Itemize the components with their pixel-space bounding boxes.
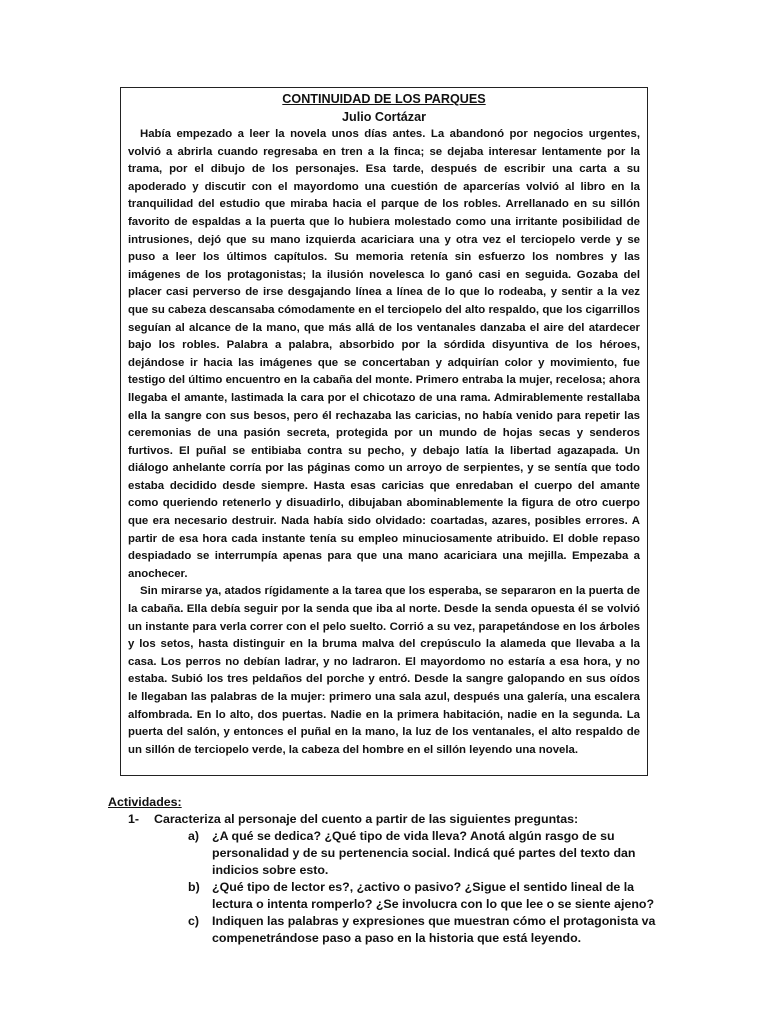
question-text: Indiquen las palabras y expresiones que muestran cómo el protagonista va compenetrándose paso a paso en la historia que está leyendo. [212,914,656,945]
question-letter: b) [188,880,200,894]
story-frame [120,87,648,776]
activities-heading: Actividades: [108,795,182,809]
activity-prompt: Caracteriza al personaje del cuento a partir de las siguientes preguntas: [154,812,579,826]
question-text: ¿A qué se dedica? ¿Qué tipo de vida lleva? Anotá algún rasgo de su personalidad y de su pertenencia social. Indicá qué partes del texto dan indicios sobre esto. [212,829,636,877]
story-paragraph-2: Sin mirarse ya, atados rígidamente a la tarea que los esperaba, se separaron en la puerta de la cabaña. Ella debía seguir por la senda que iba al norte. Desde la senda opuesta él se volvió un instante para verla correr con el pelo suelto. Corrió a su vez, parapetándose en los árboles y los setos, hasta distinguir en la bruma malva del crepúsculo la alameda que llevaba a la casa. Los perros no debían ladrar, y no ladraron. El mayordomo no estaría a esa hora, y no estaba. Subió los tres peldaños del porche y entró. Desde la sangre galopando en sus oídos le llegaban las palabras de la mujer: primero una sala azul, después una galería, una escalera alfombrada. En lo alto, dos puertas. Nadie en la primera habitación, nadie en la segunda. La puerta del salón, y entonces el puñal en la mano, la luz de los ventanales, el alto respaldo de un sillón de terciopelo verde, la cabeza del hombre en el sillón leyendo una novela. [128,585,640,756]
activities-section [108,794,664,947]
question-item-c [128,913,664,947]
story-author: Julio Cortázar [342,110,426,124]
question-letter: a) [188,829,200,843]
question-text: ¿Qué tipo de lector es?, ¿activo o pasivo? ¿Sigue el sentido lineal de la lectura o intenta romperlo? ¿Se involucra con lo que lee o se siente ajeno? [212,880,655,911]
activity-number: 1- [128,812,140,826]
question-item-b [128,879,664,913]
question-item-a [128,828,664,879]
question-list [128,828,664,947]
story-title: CONTINUIDAD DE LOS PARQUES [282,92,486,106]
activity-item [108,811,664,947]
story-paragraph-1: Había empezado a leer la novela unos días antes. La abandonó por negocios urgentes, volvió a abrirla cuando regresaba en tren a la finca; se dejaba interesar lentamente por la trama, por el dibujo de los personajes. Esa tarde, después de escribir una carta a su apoderado y discutir con el mayordomo una cuestión de aparcerías volvió al libro en la tranquilidad del estudio que miraba hacia el parque de los robles. Arrellanado en su sillón favorito de espaldas a la puerta que lo hubiera molestado como una irritante posibilidad de intrusiones, dejó que su mano izquierda acariciara una y otra vez el terciopelo verde y se puso a leer los últimos capítulos. Su memoria retenía sin esfuerzo los nombres y las imágenes de los protagonistas; la ilusión novelesca lo ganó casi en seguida. Gozaba del placer casi perverso de irse desgajando línea a línea de lo que lo rodeaba, y sentir a la vez que su cabeza descansaba cómodamente en el terciopelo del alto respaldo, que los cigarrillos seguían al alcance de la mano, que más allá de los ventanales danzaba el aire del atardecer bajo los robles. Palabra a palabra, absorbido por la sórdida disyuntiva de los héroes, dejándose ir hacia las imágenes que se concertaban y adquirían color y movimiento, fue testigo del último encuentro en la cabaña del monte. Primero entraba la mujer, recelosa; ahora llegaba el amante, lastimada la cara por el chicotazo de una rama. Admirablemente restallaba ella la sangre con sus besos, pero él rechazaba las caricias, no había venido para repetir las ceremonias de una pasión secreta, protegida por un mundo de hojas secas y senderos furtivos. El puñal se entibiaba contra su pecho, y debajo latía la libertad agazapada. Un diálogo anhelante corría por las páginas como un arroyo de serpientes, y se sentía que todo estaba decidido desde siempre. Hasta esas caricias que enredaban el cuerpo del amante como queriendo retenerlo y disuadirlo, dibujaban abominablemente la figura de otro cuerpo que era necesario destruir. Nada había sido olvidado: coartadas, azares, posibles errores. A partir de esa hora cada instante tenía su empleo minuciosamente atribuido. El doble repaso despiadado se interrumpía apenas para que una mano acariciara una mejilla. Empezaba a anochecer. [128,128,640,580]
question-letter: c) [188,914,200,928]
